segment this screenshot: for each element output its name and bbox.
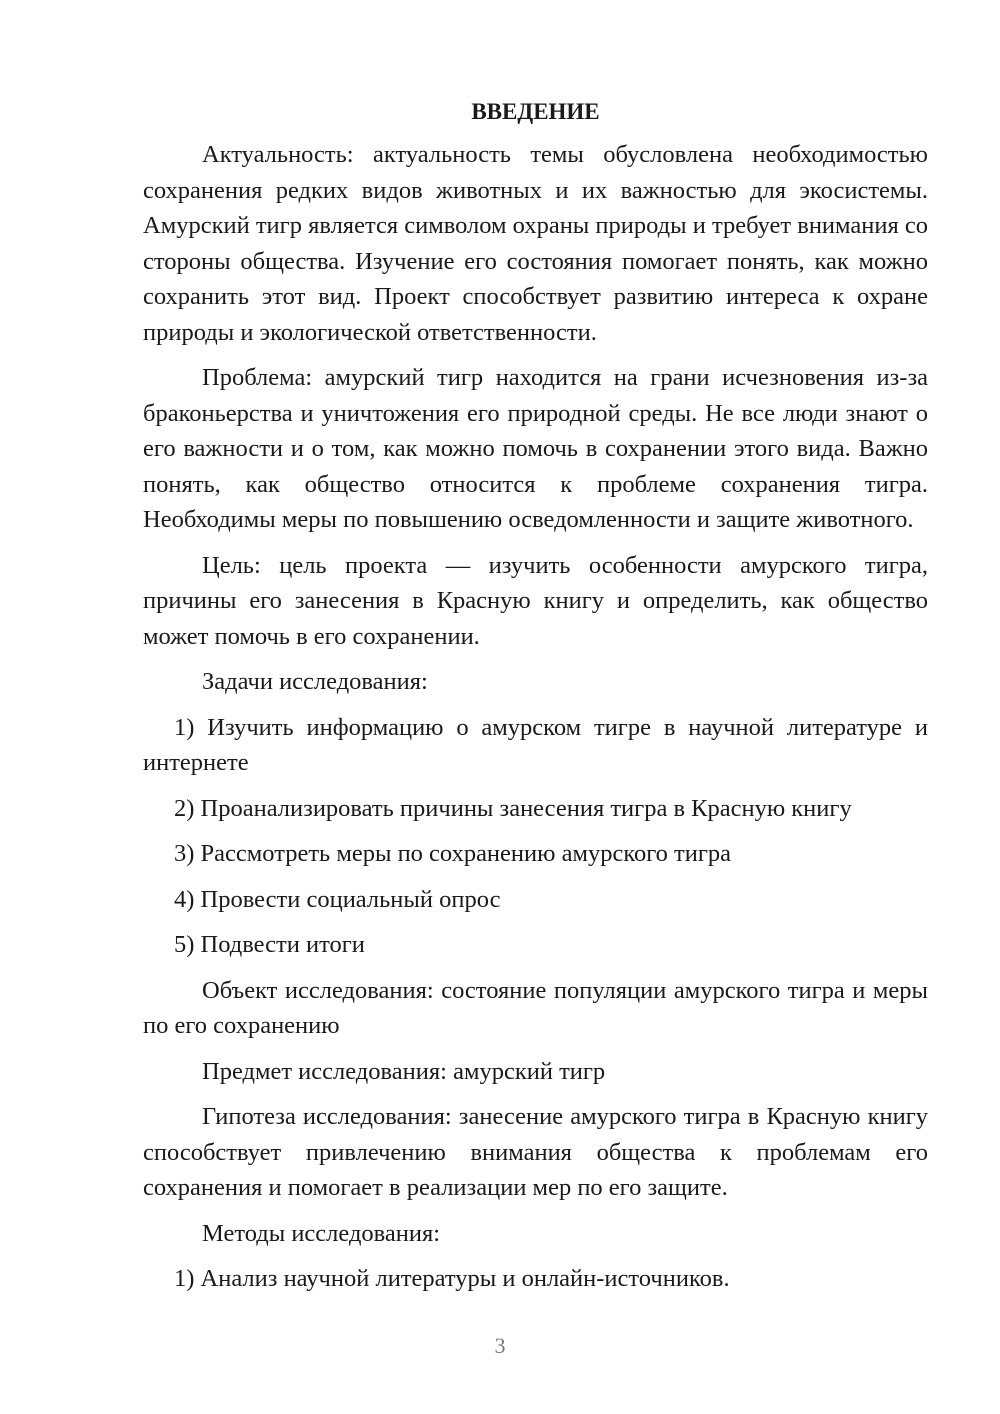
task-item-3: 3) Рассмотреть меры по сохранению амурского тигра	[174, 840, 732, 867]
page-number: 3	[494, 1333, 506, 1358]
goal-paragraph: Цель: цель проекта — изучить особенности амурского тигра, причины его занесения в Красную книгу и определить, как общество может помочь в его сохранении.	[143, 551, 928, 650]
page-title: ВВЕДЕНИЕ	[471, 99, 600, 124]
hypothesis-paragraph: Гипотеза исследования: занесение амурского тигра в Красную книгу способствует привлечению внимания общества к проблемам его сохранения и помогает в реализации мер по его защите.	[143, 1103, 928, 1201]
methods-heading: Методы исследования:	[202, 1219, 441, 1247]
task-item-5: 5) Подвести итоги	[174, 931, 365, 958]
tasks-heading: Задачи исследования:	[202, 668, 428, 695]
relevance-paragraph: Актуальность: актуальность темы обусловлена необходимостью сохранения редких видов животных и их важностью для экосистемы. Амурский тигр является символом охраны природы и требует внимания со стороны общества. Изучение его состояния помогает понять, как можно сохранить этот вид. Проект способствует развитию интереса к охране природы и экологической ответственности.	[143, 141, 928, 346]
method-item-1: 1) Анализ научной литературы и онлайн-источников.	[174, 1265, 730, 1292]
task-item-1: 1) Изучить информацию о амурском тигре в научной литературе и интернете	[143, 713, 928, 776]
page-body	[143, 94, 928, 1307]
task-item-4: 4) Провести социальный опрос	[174, 885, 501, 913]
subject-paragraph: Предмет исследования: амурский тигр	[202, 1057, 606, 1085]
problem-paragraph: Проблема: амурский тигр находится на грани исчезновения из-за браконьерства и уничтожения его природной среды. Не все люди знают о его важности и о том, как можно помочь в сохранении этого вида. Важно понять, как общество относится к проблеме сохранения тигра. Необходимы меры по повышению осведомленности и защите животного.	[143, 364, 928, 533]
object-paragraph: Объект исследования: состояние популяции амурского тигра и меры по его сохранению	[143, 976, 928, 1039]
task-item-2: 2) Проанализировать причины занесения тигра в Красную книгу	[174, 794, 852, 822]
